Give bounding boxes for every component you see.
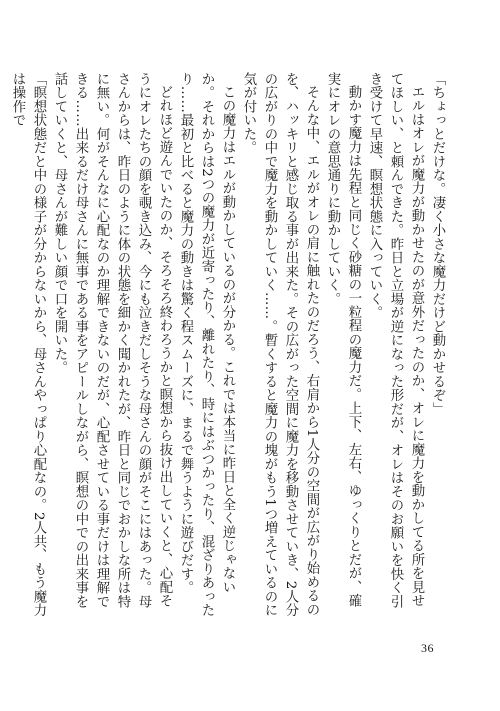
paragraph: 「ちょっとだけな。凄く小さな魔力だけど動かせるぞ」 xyxy=(430,72,445,416)
paragraph: どれほど遊んでいたのか、そろそろ終わろうかと瞑想から抜け出していくと、心配そうにオレたちの顔を覗き込み、今にも泣きだしそうな母さんの顔がそこにはあった。母さんからは、昨日のように体の状態を細かく聞かれたが、昨日と同じでおかしな所は特に無い。何がそんなに心配なのか理解できないのだが、心配させている事だけは理解できる……出来るだけ母さんに無事である事をアピールしながら、瞑想の中での出来事を話していくと、母さんが難しい顔で口を開いた。 xyxy=(52,72,172,609)
paragraph: この魔力はエルが動かしているのが分かる。これでは本当に昨日と全く逆じゃないか。それからは2つの魔力が近寄ったり、離れたり、時にはぶつかったり、混ざりあったり……最初と比べると魔力の動きは驚く程スムーズに、まるで舞うように遊びだす。 xyxy=(178,72,235,618)
paragraph: 動かす魔力は先程と同じく砂糖の一粒程の魔力だ。上下、左右、ゆっくりとだが、確実にオレの意思通りに動かしていく。 xyxy=(325,72,361,608)
paragraph: そんな中、エルがオレの肩に触れたのだろう、右肩から1人分の空間が広がり始めるのを、ハッキリと感じ取る事が出来た。その広がった空間に魔力を移動させていき、2人分の広がりの中で魔力を動かしていく……。暫くすると魔力の塊がもう1つ増えているのに気が付いた。 xyxy=(241,72,319,618)
paragraph: 「瞑想状態だと中の様子が分からないから、母さんやっぱり心配なの。2人共、もう魔力は操作で xyxy=(10,72,46,618)
page-number: 36 xyxy=(421,641,434,655)
body-text xyxy=(10,72,448,620)
paragraph: エルはオレが魔力が動かせたのが意外だったのか、オレに魔力を動かしてる所を見せてほしい、と頼んできた。昨日と立場が逆になった形だが、オレはそのお願いを快く引き受けて早速、瞑想状態に入っていく。 xyxy=(367,72,424,609)
